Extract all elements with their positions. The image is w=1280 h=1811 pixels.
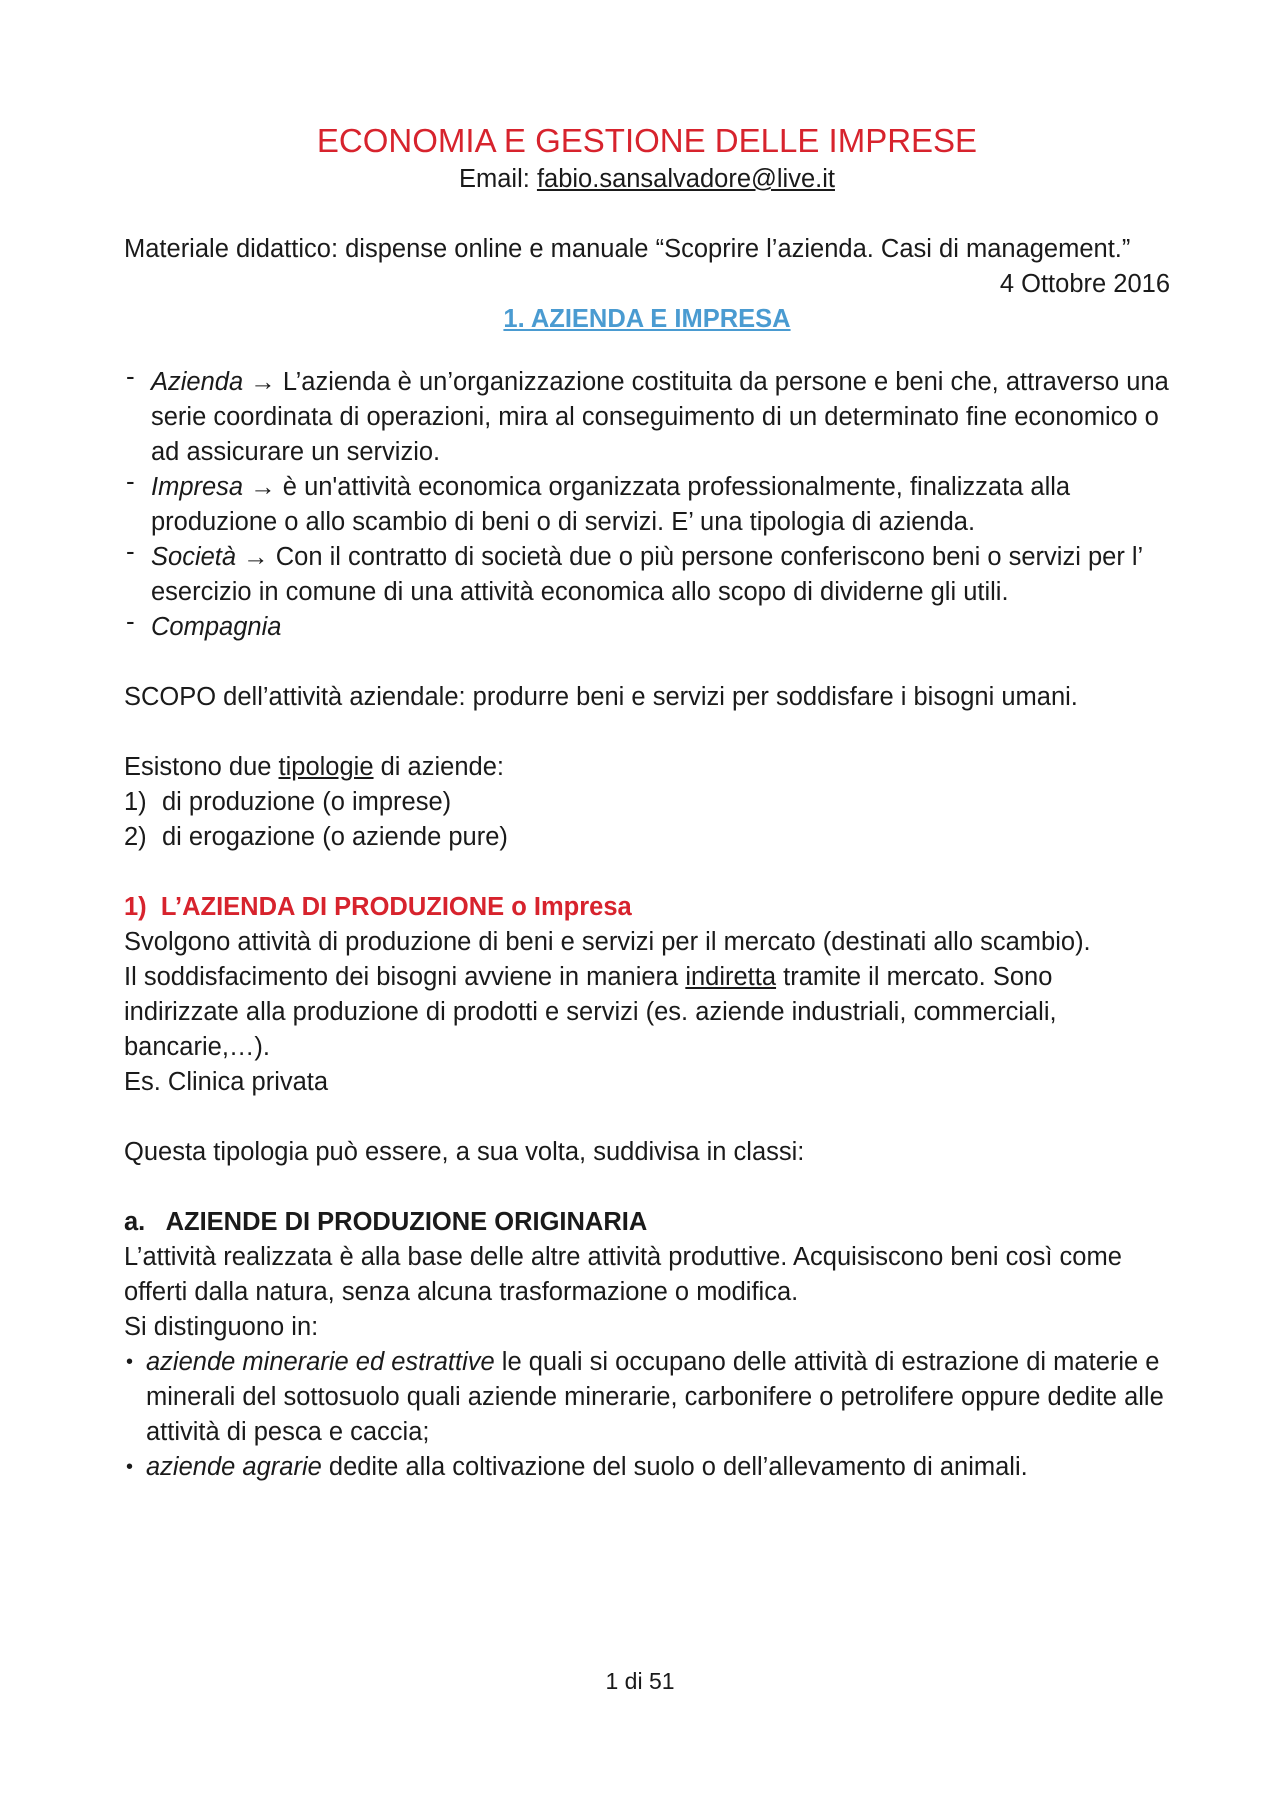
section-title: 1. AZIENDA E IMPRESA <box>503 305 791 333</box>
email-line <box>124 162 1170 197</box>
page-content <box>124 120 1170 1485</box>
originaria-paragraph: L’attività realizzata è alla base delle altre attività produttive. Acquisiscono beni così come offerti dalla natura, senza alcuna trasformazione o modifica. <box>124 1243 1122 1306</box>
produzione-heading: 1) L’AZIENDA DI PRODUZIONE o Impresa <box>124 893 632 921</box>
originaria-heading: a. AZIENDE DI PRODUZIONE ORIGINARIA <box>124 1208 648 1236</box>
definition-item <box>124 365 1170 470</box>
produzione-paragraph: Svolgono attività di produzione di beni e servizi per il mercato (destinati allo scambio). <box>124 928 1091 956</box>
definition-term: Compagnia <box>151 613 282 641</box>
list-item: 1) di produzione (o imprese) <box>124 785 1170 820</box>
list-number: 1) <box>124 788 147 816</box>
email-link[interactable]: fabio.sansalvadore@live.it <box>536 165 835 193</box>
distinguono-line: Si distinguono in: <box>124 1313 319 1341</box>
page-number: 1 di 51 <box>605 1668 675 1694</box>
classi-line: Questa tipologia può essere, a sua volta, suddivisa in classi: <box>124 1138 805 1166</box>
list-item: • aziende agrarie dedite alla coltivazione del suolo o dell’allevamento di animali. <box>124 1450 1170 1485</box>
tipologie-list <box>124 785 1170 855</box>
definition-text: L’azienda è un’organizzazione costituita da persone e beni che, attraverso una serie coordinata di operazioni, mira al conseguimento di un determinato fine economico o ad assicurare un servizio. <box>151 368 1169 466</box>
list-item: • aziende minerarie ed estrattive le quali si occupano delle attività di estrazione di materie e minerali del sottosuolo quali aziende minerarie, carbonifere o petrolifere oppure dedite alle attività di pesca e caccia; <box>124 1345 1170 1450</box>
definition-text: Con il contratto di società due o più persone conferiscono beni o servizi per l’ esercizio in comune di una attività economica allo scopo di dividerne gli utili. <box>151 543 1143 606</box>
indiretta-underlined: indiretta <box>685 963 777 991</box>
scopo-paragraph: SCOPO dell’attività aziendale: produrre beni e servizi per soddisfare i bisogni umani. <box>124 683 1078 711</box>
document-title: ECONOMIA E GESTIONE DELLE IMPRESE <box>316 122 978 159</box>
definition-term: Impresa <box>151 473 244 501</box>
list-number: 2) <box>124 823 147 851</box>
example-line: Es. Clinica privata <box>124 1068 329 1096</box>
definition-item <box>124 610 1170 645</box>
lecture-date: 4 Ottobre 2016 <box>999 270 1170 298</box>
item-term: aziende agrarie <box>146 1453 322 1481</box>
definitions-list <box>124 365 1170 645</box>
definition-item <box>124 470 1170 540</box>
tipologie-intro: Esistono due tipologie di aziende: <box>124 753 504 781</box>
materiale-didattico: Materiale didattico: dispense online e manuale “Scoprire l’azienda. Casi di management.” <box>124 235 1131 263</box>
definition-text: è un'attività economica organizzata professionalmente, finalizzata alla produzione o allo scambio di beni o di servizi. E’ una tipologia di azienda. <box>151 473 1071 536</box>
list-item: 2) di erogazione (o aziende pure) <box>124 820 1170 855</box>
arrow-icon: → <box>250 368 276 396</box>
email-label: Email: <box>459 165 537 193</box>
produzione-paragraph: Il soddisfacimento dei bisogni avviene in maniera indiretta tramite il mercato. Sono indirizzate alla produzione di prodotti e servizi (es. aziende industriali, commerciali, bancarie,…). <box>124 963 1057 1061</box>
definition-term: Società <box>151 543 237 571</box>
arrow-icon: → <box>243 543 269 571</box>
definition-term: Azienda <box>151 368 244 396</box>
definition-item <box>124 540 1170 610</box>
originaria-list <box>124 1345 1170 1485</box>
item-term: aziende minerarie ed estrattive <box>146 1348 495 1376</box>
arrow-icon: → <box>250 473 276 501</box>
tipologie-underlined: tipologie <box>278 753 374 781</box>
